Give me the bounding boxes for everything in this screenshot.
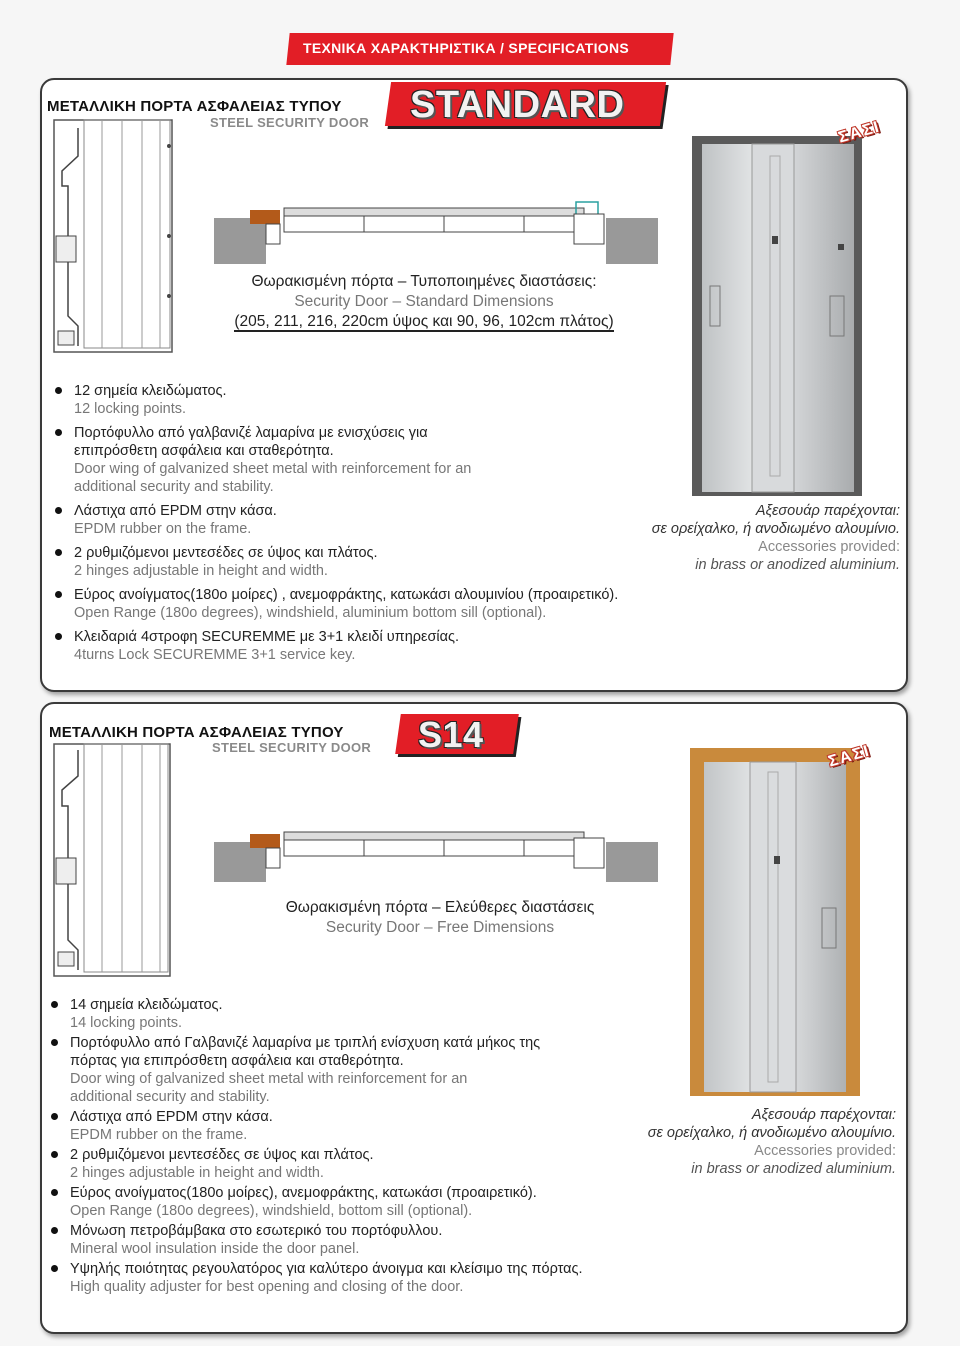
list-item	[42, 1146, 642, 1182]
door-section-drawing	[214, 200, 659, 266]
spec-text-gr: Πορτόφυλλο από Γαλβανιζέ λαμαρίνα με τριπλή ενίσχυση κατά μήκος της πόρτας για επιπρόσθετη ασφάλεια και σταθερότητα.	[70, 1035, 541, 1069]
list-item	[42, 1260, 642, 1296]
chassis-label: ΣΑΣΙ	[826, 742, 873, 771]
spec-text-gr: 2 ρυθμιζόμενοι μεντεσέδες σε ύψος και πλάτος.	[70, 1147, 374, 1163]
section1-caption	[214, 272, 634, 332]
section2-subtitle: STEEL SECURITY DOOR	[212, 740, 372, 755]
bullet-icon	[51, 1113, 58, 1120]
spec-text-en: 14 locking points.	[70, 1015, 183, 1031]
spec-text-gr: 2 ρυθμιζόμενοι μεντεσέδες σε ύψος και πλάτος.	[74, 545, 378, 561]
spec-text-en: Mineral wool insulation inside the door panel.	[70, 1241, 360, 1257]
caption-title-en: Security Door – Free Dimensions	[325, 919, 555, 936]
caption-dimensions: (205, 211, 216, 220cm ύψος και 90, 96, 102cm πλάτος)	[234, 313, 614, 330]
accessories-title-gr: Αξεσουάρ παρέχονται:	[755, 503, 900, 519]
caption-title-gr: Θωρακισμένη πόρτα – Ελεύθερες διαστάσεις	[285, 899, 595, 916]
header-title: ΤΕΧΝΙΚΑ ΧΑΡΑΚΤΗΡΙΣΤΙΚΑ / SPECIFICATIONS	[303, 40, 630, 56]
spec-text-gr: Εύρος ανοίγματος(180ο μοίρες) , ανεμοφράκτης, κατωκάσι αλουμινίου (προαιρετικό).	[74, 587, 619, 603]
spec-text-gr: Μόνωση πετροβάμβακα στο εσωτερικό του πορτόφυλλου.	[70, 1223, 443, 1239]
accessories-title-gr: Αξεσουάρ παρέχονται:	[751, 1107, 896, 1123]
spec-text-gr: Εύρος ανοίγματος(180ο μοίρες), ανεμοφράκτης, κατωκάσι (προαιρετικό).	[70, 1185, 537, 1201]
section1-subtitle: STEEL SECURITY DOOR	[210, 115, 370, 130]
spec-text-en: Door wing of galvanized sheet metal with reinforcement for an additional security and stability.	[70, 1071, 468, 1105]
bullet-icon	[55, 549, 62, 556]
door-section-drawing	[214, 826, 659, 886]
accessories-material-gr: σε ορείχαλκο, ή ανοδιωμένο αλουμίνιο.	[647, 1125, 896, 1141]
accessories-material-gr: σε ορείχαλκο, ή ανοδιωμένο αλουμίνιο.	[651, 521, 900, 537]
spec-text-gr: 12 σημεία κλειδώματος.	[74, 383, 227, 399]
accessories-material-en: in brass or anodized aluminium.	[691, 1161, 896, 1177]
list-item	[42, 996, 642, 1032]
chassis-label: ΣΑΣΙ	[836, 118, 883, 147]
spec-text-gr: Λάστιχα από EPDM στην κάσα.	[74, 503, 277, 519]
spec-text-gr: Υψηλής ποιότητας ρεγουλατόρος για καλύτερο άνοιγμα και κλείσιμο της πόρτας.	[70, 1261, 583, 1277]
bullet-icon	[55, 633, 62, 640]
list-item	[46, 544, 666, 580]
section2-caption	[240, 898, 640, 938]
bullet-icon	[55, 507, 62, 514]
list-item	[46, 586, 666, 622]
bullet-icon	[51, 1227, 58, 1234]
bullet-icon	[55, 429, 62, 436]
spec-text-gr: Πορτόφυλλο από γαλβανιζέ λαμαρίνα με ενισχύσεις για επιπρόσθετη ασφάλεια και σταθερότητα.	[74, 425, 428, 459]
bullet-icon	[51, 1151, 58, 1158]
spec-text-gr: 14 σημεία κλειδώματος.	[70, 997, 223, 1013]
door-elevation-drawing	[44, 116, 184, 356]
section2-spec-list	[42, 996, 642, 1298]
bullet-icon	[55, 591, 62, 598]
door-photo	[690, 748, 860, 1096]
list-item	[46, 424, 494, 496]
spec-text-gr: Λάστιχα από EPDM στην κάσα.	[70, 1109, 273, 1125]
accessories-material-en: in brass or anodized aluminium.	[695, 557, 900, 573]
accessories-title-en: Accessories provided:	[754, 1143, 896, 1159]
list-item	[46, 502, 666, 538]
model-name: STANDARD	[410, 84, 625, 126]
spec-text-en: Open Range (180o degrees), windshield, bottom sill (optional).	[70, 1203, 473, 1219]
list-item	[46, 382, 666, 418]
door-elevation-drawing	[46, 740, 176, 980]
section1-spec-list	[46, 382, 666, 670]
model-name: S14	[418, 714, 484, 755]
list-item	[42, 1034, 570, 1106]
caption-title-en: Security Door – Standard Dimensions	[294, 293, 554, 310]
spec-text-en: Door wing of galvanized sheet metal with reinforcement for an additional security and stability.	[74, 461, 472, 495]
spec-text-en: High quality adjuster for best opening and closing of the door.	[70, 1279, 464, 1295]
section1-title: ΜΕΤΑΛΛΙΚΗ ΠΟΡΤΑ ΑΣΦΑΛΕΙΑΣ ΤΥΠΟΥ	[47, 98, 342, 115]
bullet-icon	[51, 1265, 58, 1272]
bullet-icon	[55, 387, 62, 394]
caption-title-gr: Θωρακισμένη πόρτα – Τυποποιημένες διαστάσεις:	[251, 273, 597, 290]
spec-text-en: 2 hinges adjustable in height and width.	[74, 563, 328, 579]
list-item	[46, 628, 666, 664]
list-item	[42, 1108, 642, 1144]
spec-text-en: EPDM rubber on the frame.	[74, 521, 252, 537]
spec-text-en: EPDM rubber on the frame.	[70, 1127, 248, 1143]
bullet-icon	[51, 1189, 58, 1196]
spec-text-en: 12 locking points.	[74, 401, 187, 417]
list-item	[42, 1184, 642, 1220]
spec-text-en: 2 hinges adjustable in height and width.	[70, 1165, 324, 1181]
bullet-icon	[51, 1039, 58, 1046]
section2-title: ΜΕΤΑΛΛΙΚΗ ΠΟΡΤΑ ΑΣΦΑΛΕΙΑΣ ΤΥΠΟΥ	[49, 724, 344, 741]
spec-text-gr: Κλειδαριά 4στροφη SECUREMME με 3+1 κλειδί υπηρεσίας.	[74, 629, 460, 645]
spec-text-en: Open Range (180o degrees), windshield, aluminium bottom sill (optional).	[74, 605, 547, 621]
spec-text-en: 4turns Lock SECUREMME 3+1 service key.	[74, 647, 356, 663]
accessories-title-en: Accessories provided:	[758, 539, 900, 555]
list-item	[42, 1222, 642, 1258]
door-photo	[692, 136, 862, 496]
bullet-icon	[51, 1001, 58, 1008]
